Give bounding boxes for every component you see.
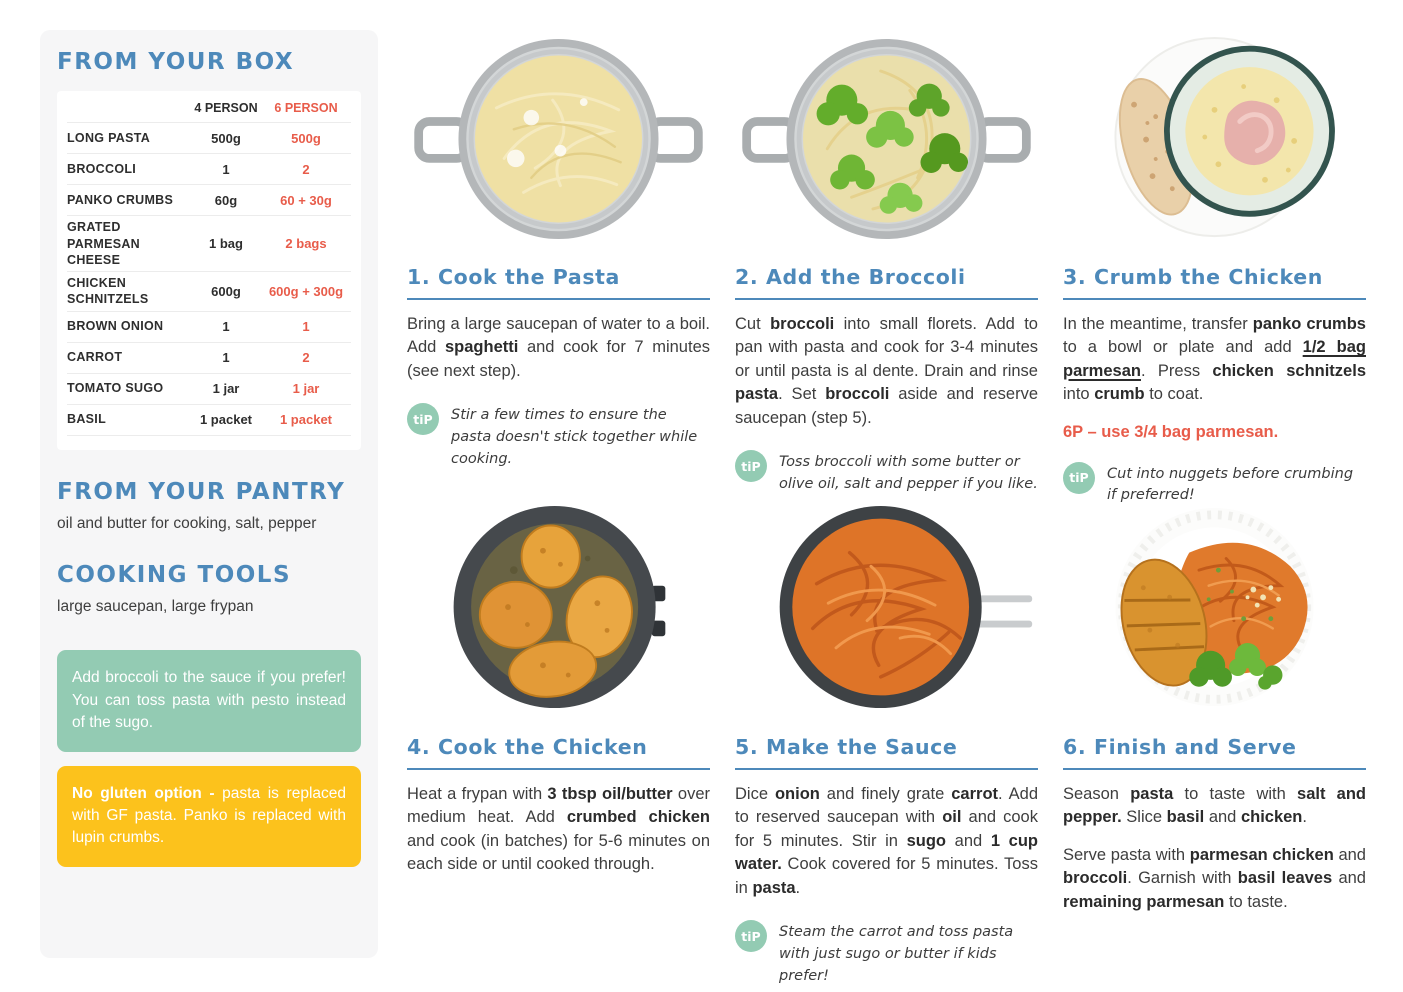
table-row: BASIL 1 packet 1 packet — [67, 405, 351, 436]
step-3-crumb-the-chicken — [1063, 30, 1366, 504]
gluten-free-note-lead: No gluten option - — [72, 784, 223, 802]
step-6-instructions: Season pasta to taste with salt and pepper. Slice basil and chicken. Serve pasta with parmesan chicken and broccoli. Garnish with basil leaves and remaining parmesan to taste. — [1063, 785, 1367, 911]
photo-broccoli-pot — [735, 30, 1038, 248]
step-3-instructions: In the meantime, transfer panko crumbs to a bowl or plate and add 1/2 bag parmesan. Press chicken schnitzels into crumb to coat. — [1063, 315, 1366, 404]
cooking-tools-title: COOKING TOOLS — [57, 561, 292, 588]
table-row: GRATED PARMESAN CHEESE 1 bag 2 bags — [67, 216, 351, 272]
photo-finished-plate — [1063, 500, 1366, 718]
step-6-title: 6. Finish and Serve — [1063, 735, 1366, 770]
tip-icon: tiP — [735, 920, 767, 952]
step-4-instructions: Heat a frypan with 3 tbsp oil/butter over medium heat. Add crumbed chicken and cook (in batches) for 5-6 minutes on each side or until cooked through. — [407, 785, 711, 874]
table-header-row — [67, 93, 351, 123]
pantry-items: oil and butter for cooking, salt, pepper — [57, 514, 317, 532]
frypan-chicken-illustration — [407, 500, 710, 718]
ingredients-sidebar — [40, 30, 378, 958]
table-row: CHICKEN SCHNITZELS 600g 600g + 300g — [67, 272, 351, 312]
step-3-title: 3. Crumb the Chicken — [1063, 265, 1366, 300]
step-6-finish-and-serve — [1063, 500, 1366, 987]
sauce-pot-illustration — [735, 500, 1038, 718]
step-1-cook-the-pasta — [407, 30, 710, 500]
step-5-tip-text: Steam the carrot and toss pasta with just sugo or butter if kids prefer! — [779, 924, 1014, 984]
photo-pasta-pot — [407, 30, 710, 248]
step-5-tip — [735, 920, 1038, 987]
from-your-box-title: FROM YOUR BOX — [57, 49, 295, 75]
tip-icon: tiP — [735, 450, 767, 482]
table-row: LONG PASTA 500g 500g — [67, 123, 351, 154]
table-row: CARROT 1 2 — [67, 343, 351, 374]
step-1-tip-text: Stir a few times to ensure the pasta doesn't stick together while cooking. — [451, 407, 698, 467]
tip-icon: tiP — [407, 403, 439, 435]
table-row: BROWN ONION 1 1 — [67, 312, 351, 343]
table-row: TOMATO SUGO 1 jar 1 jar — [67, 374, 351, 405]
step-1-tip — [407, 403, 710, 470]
step-3-6p-note: 6P – use 3/4 bag parmesan. — [1063, 422, 1279, 441]
step-3-tip-text: Cut into nuggets before crumbing if preferred! — [1107, 465, 1354, 504]
gluten-free-note-body: pasta is replaced with GF pasta. Panko is replaced with lupin crumbs. — [72, 784, 346, 847]
from-your-pantry-title: FROM YOUR PANTRY — [57, 478, 346, 505]
broccoli-pot-illustration — [735, 30, 1038, 248]
step-2-tip — [735, 450, 1038, 496]
step-2-title: 2. Add the Broccoli — [735, 265, 1038, 300]
crumbing-plate-illustration — [1063, 30, 1366, 248]
step-5-title: 5. Make the Sauce — [735, 735, 1038, 770]
step-5-make-the-sauce — [735, 500, 1038, 987]
step-1-instructions: Bring a large saucepan of water to a boil. Add spaghetti and cook for 7 minutes (see next step). — [407, 315, 710, 380]
recipe-steps — [407, 30, 1365, 987]
step-2-tip-text: Toss broccoli with some butter or olive oil, salt and pepper if you like. — [779, 454, 1038, 492]
step-2-add-the-broccoli — [735, 30, 1038, 500]
photo-crumbing-plate — [1063, 30, 1366, 248]
ingredients-table — [57, 91, 361, 449]
step-2-instructions: Cut broccoli into small florets. Add to pan with pasta and cook for 3-4 minutes or until pasta is al dente. Drain and rinse pasta. Set broccoli aside and reserve saucepan (step 5). — [735, 315, 1038, 427]
table-row: PANKO CRUMBS 60g 60 + 30g — [67, 185, 351, 216]
step-4-title: 4. Cook the Chicken — [407, 735, 710, 770]
broccoli-variation-note: Add broccoli to the sauce if you prefer! You can toss pasta with pesto instead of the sugo. — [57, 650, 361, 751]
col-6-person: 6 PERSON — [274, 100, 338, 115]
table-row: BROCCOLI 1 2 — [67, 154, 351, 185]
step-5-instructions: Dice onion and finely grate carrot. Add to reserved saucepan with oil and cook for 5 minutes. Stir in sugo and 1 cup water. Cook covered for 5 minutes. Toss in pasta. — [735, 785, 1038, 897]
pasta-pot-illustration — [407, 30, 710, 248]
tip-icon: tiP — [1063, 462, 1095, 494]
photo-sauce-pot — [735, 500, 1038, 718]
col-4-person: 4 PERSON — [194, 100, 258, 115]
gluten-free-note — [57, 766, 361, 867]
photo-frypan-chicken — [407, 500, 710, 718]
step-1-title: 1. Cook the Pasta — [407, 265, 710, 300]
step-4-cook-the-chicken — [407, 500, 710, 987]
cooking-tools-items: large saucepan, large frypan — [57, 598, 254, 616]
finished-plate-illustration — [1063, 500, 1366, 718]
